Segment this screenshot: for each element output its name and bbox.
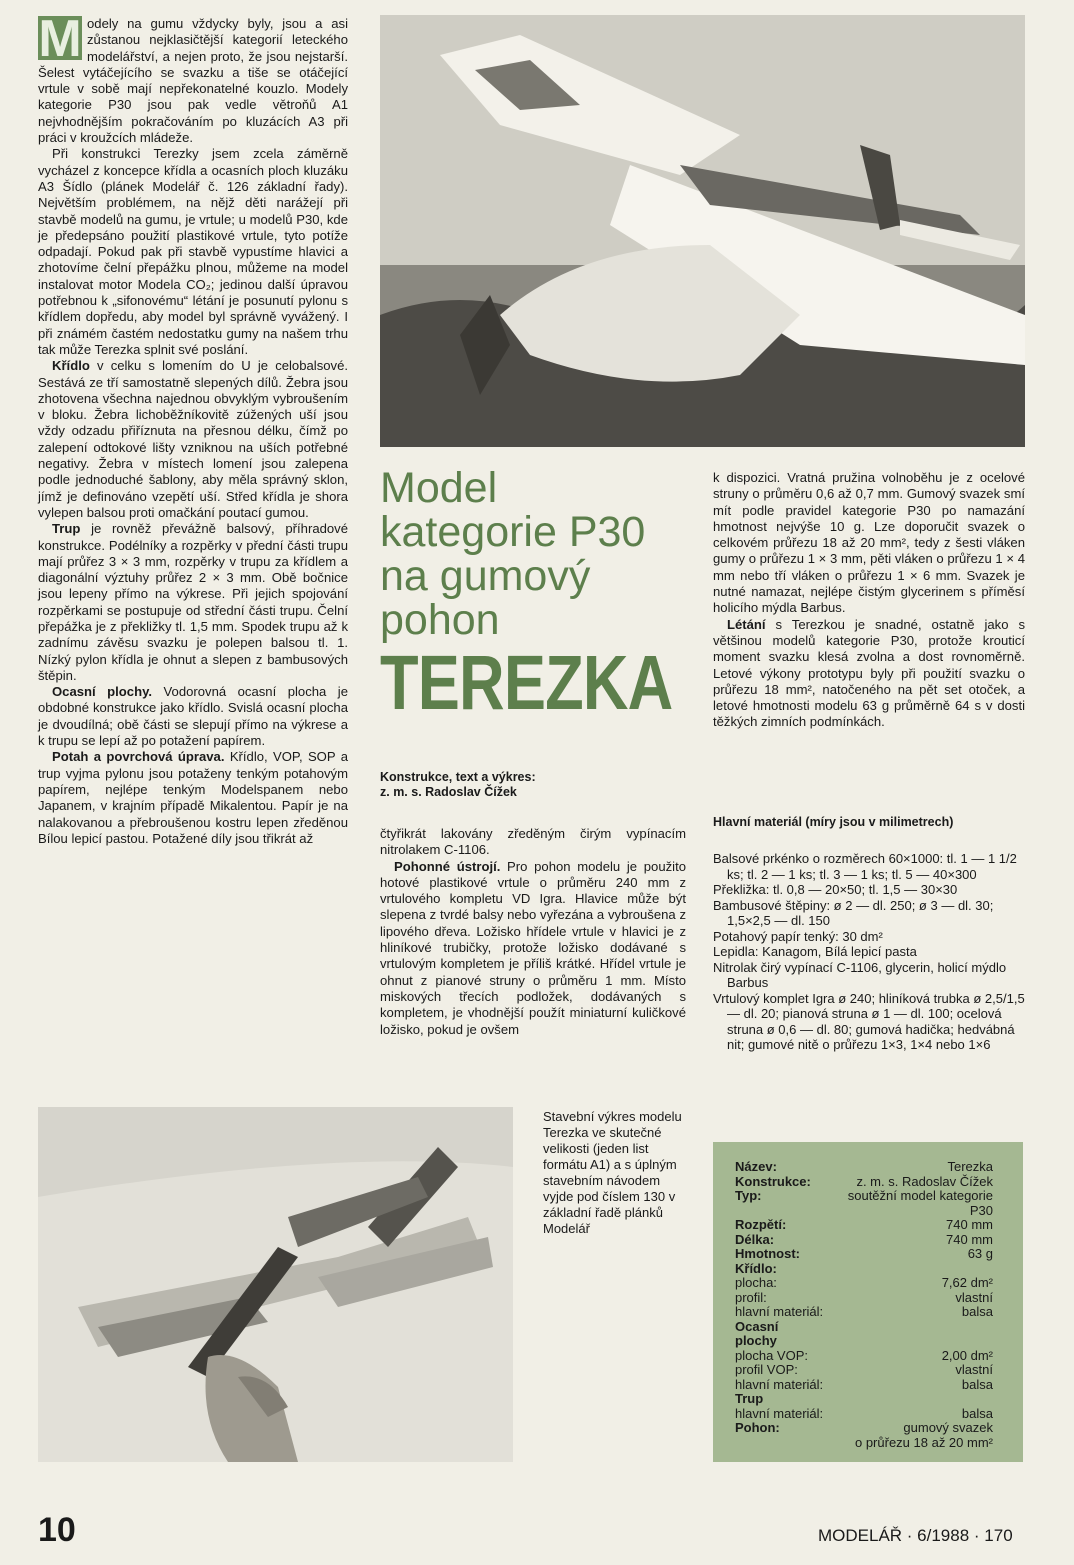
paragraph: Ocasní plochy. Vodorovná ocasní plocha je obdobné konstrukce jako křídlo. Svislá ocasní plocha je dvoudílná; obě části se slepují přímo na výkrese a k trupu se lepí až po potažení papírem. <box>38 684 348 749</box>
spec-row <box>735 1233 993 1248</box>
spec-key: Ocasní plochy <box>735 1318 779 1348</box>
spec-key: Rozpětí: <box>735 1217 787 1232</box>
spec-value: balsa <box>961 1376 993 1392</box>
paragraph-lead: Potah a povrchová úprava. <box>52 749 225 765</box>
spec-value: 2,00 dm² <box>941 1347 993 1363</box>
headline-model-name: TEREZKA <box>380 640 673 726</box>
headline-line-3: na gumový <box>380 552 591 600</box>
spec-row <box>735 1218 993 1233</box>
paragraph: Křídlo v celku s lomením do U je celobalsové. Sestává ze tří samostatně slepených dílů. Žebra jsou zhotovena všechna najednou obvyklým vybroušením v bloku. Žebra lichoběžníkovitě zúžených uší jsou vždy odzadu přiříznuta na přesnou délku, čímž po zalepení odtokové lišty vzniknou na uších potřebné negativy. Žebra v místech lomení jsou zalepena podle jednoduché šablony, aby měla správný sklon, jímž je definováno vzepětí uší. Střed křídla je shora vylepen balsou proti omačkání poutací gumou. <box>38 358 348 520</box>
spec-key: Křídlo: <box>735 1260 777 1276</box>
spec-key: hlavní materiál: <box>735 1376 824 1392</box>
paragraph-lead: Trup <box>52 521 81 537</box>
plan-caption: Stavební výkres modelu Terezka ve skutečné velikosti (jeden list formátu A1) a s úplným stavebním návodem vyjde pod číslem 130 v základní řadě plánků Modelář <box>543 1109 682 1236</box>
materials-item: Překližka: tl. 0,8 — 20×50; tl. 1,5 — 30×30 <box>713 882 958 897</box>
spec-row <box>735 1262 993 1277</box>
photo-wing-illustration <box>380 15 1025 447</box>
spec-key: hlavní materiál: <box>735 1405 824 1421</box>
spec-key: plocha VOP: <box>735 1347 808 1363</box>
spec-value: 740 mm <box>946 1231 993 1247</box>
spec-value: o průřezu 18 až 20 mm² <box>854 1434 993 1450</box>
headline-line-1: Model <box>380 464 498 512</box>
materials-item: Balsové prkénko o rozměrech 60×1000: tl. 1 — 1 1/2 ks; tl. 2 — 1 ks; tl. 3 — 1 ks; tl. 5 — 40×300 <box>713 851 1017 882</box>
spec-row <box>735 1276 993 1291</box>
paragraph: Trup je rovněž převážně balsový, příhradové konstrukce. Podélníky a rozpěrky v přední části trupu mají průřez 3 × 3 mm, rozpěrky v trupu za křídlem a diagonální výztuhy průřez 2 × 3 mm. Obě bočnice jsou lepeny přímo na výkrese. Při jejich spojování rozpěrkami se postupuje od střední části trupu. Čelní přepážka je z překližky tl. 1,5 mm. Spodek trupu až k zadnímu závěsu svazku je polepen balsou tl. 1. Nízký pylon křídla je ohnut a slepen z bambusových štěpin. <box>38 521 348 683</box>
drop-cap: M <box>38 10 82 68</box>
paragraph: čtyřikrát lakovány zředěným čirým vypínacím nitrolakem C-1106. <box>380 826 686 858</box>
materials-item: Vrtulový komplet Igra ø 240; hliníková trubka ø 2,5/1,5 — dl. 20; pianová struna ø 1 — dl. 100; ocelová struna ø 0,6 — dl. 80; gumová hadička; hedvábná nit; gumové nitě o průřezu 1×3, 1×4 nebo 1×6 <box>713 990 1025 1052</box>
spec-row <box>735 1189 993 1218</box>
article-headline <box>380 466 700 724</box>
spec-row <box>735 1291 993 1306</box>
spec-value: 7,62 dm² <box>941 1275 993 1290</box>
spec-row <box>735 1378 993 1393</box>
spec-key: profil: <box>735 1289 767 1305</box>
article-column-2 <box>380 826 686 1038</box>
paragraph-lead: Křídlo <box>52 358 90 374</box>
spec-row <box>735 1349 993 1364</box>
spec-key <box>735 1436 824 1451</box>
paragraph-lead: Pohonné ústrojí. <box>394 858 501 874</box>
spec-key: Typ: <box>735 1188 762 1203</box>
spec-value <box>824 1392 993 1407</box>
photo-model-wing-closeup <box>380 15 1025 447</box>
photo-hand-illustration <box>38 1107 513 1462</box>
article-column-3 <box>713 470 1025 731</box>
spec-value: z. m. s. Radoslav Čížek <box>856 1173 993 1189</box>
byline-author: z. m. s. Radoslav Čížek <box>380 785 517 799</box>
spec-row <box>735 1436 993 1451</box>
paragraph-lead: Létání <box>727 616 766 632</box>
paragraph-lead: Ocasní plochy. <box>52 684 153 700</box>
page-number: 10 <box>38 1511 76 1549</box>
headline-line-2: kategorie P30 <box>380 508 646 556</box>
column-1-paragraphs <box>38 10 348 847</box>
materials-item: Bambusové štěpiny: ø 2 — dl. 250; ø 3 — dl. 30; 1,5×2,5 — dl. 150 <box>713 897 994 928</box>
spec-key: hlavní materiál: <box>735 1304 824 1319</box>
spec-value: Terezka <box>947 1159 993 1174</box>
spec-value: balsa <box>961 1304 993 1319</box>
materials-item: Potahový papír tenký: 30 dm² <box>713 928 883 944</box>
paragraph: Létání s Terezkou je snadné, ostatně jako s většinou modelů kategorie P30, protože krouticí moment svazku klesá zvolna a dost rovnoměrně. Letové výkony prototypu byly při použití svazku o průřezu 18 mm², natočeného na pět set otoček, a letové hmotnosti modelu 63 g průměrně 64 s v dosti těžkých zimních podmínkách. <box>713 616 1025 730</box>
magazine-footer: MODELÁŘ · 6/1988 · 170 <box>818 1526 1013 1545</box>
paragraph: k dispozici. Vratná pružina volnoběhu je z ocelové struny o průměru 0,6 až 0,7 mm. Gumový svazek smí mít podle pravidel kategorie P30 po namazání hmotnost nejvýše 10 g. Lze doporučit svazek o celkovém průřezu 18 až 20 mm², tedy z šesti vláken gumy o průřezu 1 × 3 mm, pěti vláken o průřezu 1 × 4 mm nebo tří vláken o průřezu 1 × 6 mm. Svazek je nutné namazat, nejlépe čistým glycerinem s příměsí holicího mýdla Barbus. <box>713 470 1025 616</box>
spec-row <box>735 1392 993 1407</box>
spec-key: profil VOP: <box>735 1362 798 1377</box>
paragraph: Při konstrukci Terezky jsem zcela záměrně vycházel z koncepce křídla a ocasních ploch kluzáku A3 Šídlo (plánek Modelář č. 126 základní řady). Největším problémem, na nějž děti narážejí při stavbě modelů na gumu, je vrtule; u modelů P30, kde je předepsáno použití plastikové vrtule, tyto potíže odpadají. Pokud pak při stavbě vypustíme hlavici a zhotovíme čelní přepážku plnou, můžeme na model instalovat motor Modela CO₂; jedinou další úpravou potřebnou k „sifonovému“ létání je posunutí pylonu s křídlem dopředu, aby model byl správně vyvážený. I při známém častém nedostatku gumy na našem trhu tak může Terezka splnit své poslání. <box>38 146 348 357</box>
paragraph: Potah a povrchová úprava. Křídlo, VOP, SOP a trup vyjma pylonu jsou potaženy tenkým potahovým papírem, nejlépe tenkým Modelspanem nebo Japanem, v krajním případě Mikalentou. Papír je na nalakovanou a přebroušenou kostru lepen zředěnou Bílou lepicí pastou. Potažené díly jsou třikrát až <box>38 749 348 846</box>
specification-box <box>713 1142 1023 1462</box>
materials-title: Hlavní materiál (míry jsou v milimetrech) <box>713 815 954 829</box>
paragraph: Pohonné ústrojí. Pro pohon modelu je použito hotové plastikové vrtule o průměru 240 mm z vrtulového kompletu VD Igra. Hlavice může být slepena z tvrdé balsy nebo vyřezána a vybroušena z lipového dřeva. Ložisko hřídele vrtule v hlavici je z hliníkové trubičky, protože ložisko dodávané s vrtulovým kompletem je příliš krátké. Hřídel vrtule je ohnut z pianové struny o průměru 1 mm. Místo miskových třecích podložek, dodávaných s kompletem, je vhodnější použít miniaturní kuličkové ložisko, pokud je ovšem <box>380 858 686 1037</box>
spec-key: Konstrukce: <box>735 1173 811 1189</box>
spec-row <box>735 1305 993 1320</box>
spec-row <box>735 1160 993 1175</box>
spec-row <box>735 1363 993 1378</box>
materials-item: Lepidla: Kanagom, Bílá lepicí pasta <box>713 944 917 959</box>
spec-value <box>824 1320 993 1349</box>
spec-value: 63 g <box>967 1246 993 1261</box>
specification-table <box>735 1160 993 1450</box>
byline-role: Konstrukce, text a výkres: <box>380 770 536 784</box>
spec-row <box>735 1320 993 1349</box>
headline-line-4: pohon <box>380 596 500 644</box>
materials-list <box>713 851 1025 1053</box>
spec-key: Název: <box>735 1159 777 1174</box>
spec-key: Trup <box>735 1391 764 1406</box>
spec-key: Délka: <box>735 1231 775 1247</box>
spec-value: vlastní <box>955 1289 993 1305</box>
spec-value: soutěžní model kategorie P30 <box>847 1188 993 1218</box>
spec-row <box>735 1175 993 1190</box>
spec-value: gumový svazek <box>903 1420 993 1435</box>
materials-item: Nitrolak čirý vypínací C-1106, glycerin, holicí mýdlo Barbus <box>713 959 1007 990</box>
spec-key: Hmotnost: <box>735 1246 800 1261</box>
spec-value <box>824 1262 993 1277</box>
spec-key: plocha: <box>735 1275 777 1290</box>
spec-value: vlastní <box>955 1362 993 1377</box>
spec-row <box>735 1421 993 1436</box>
spec-value: 740 mm <box>946 1217 993 1232</box>
article-column-1 <box>38 10 348 847</box>
spec-row <box>735 1247 993 1262</box>
byline <box>380 770 536 800</box>
spec-key: Pohon: <box>735 1420 780 1435</box>
photo-model-in-hand <box>38 1107 513 1462</box>
paragraph: odely na gumu vždycky byly, jsou a asi zůstanou nejklasičtější kategorií leteckého modelářství, a nejen proto, že jsou nejstarší. Šelest vytáčejícího se svazku a tiše se otáčející vrtule v sobě mají nepřekonatelné kouzlo. Modely kategorie P30 jsou pak vedle větroňů A1 nejvhodnějším pokračováním po kluzácích A3 při práci v kroužcích mládeže. <box>38 16 348 146</box>
spec-row <box>735 1407 993 1422</box>
spec-value: balsa <box>961 1405 993 1421</box>
